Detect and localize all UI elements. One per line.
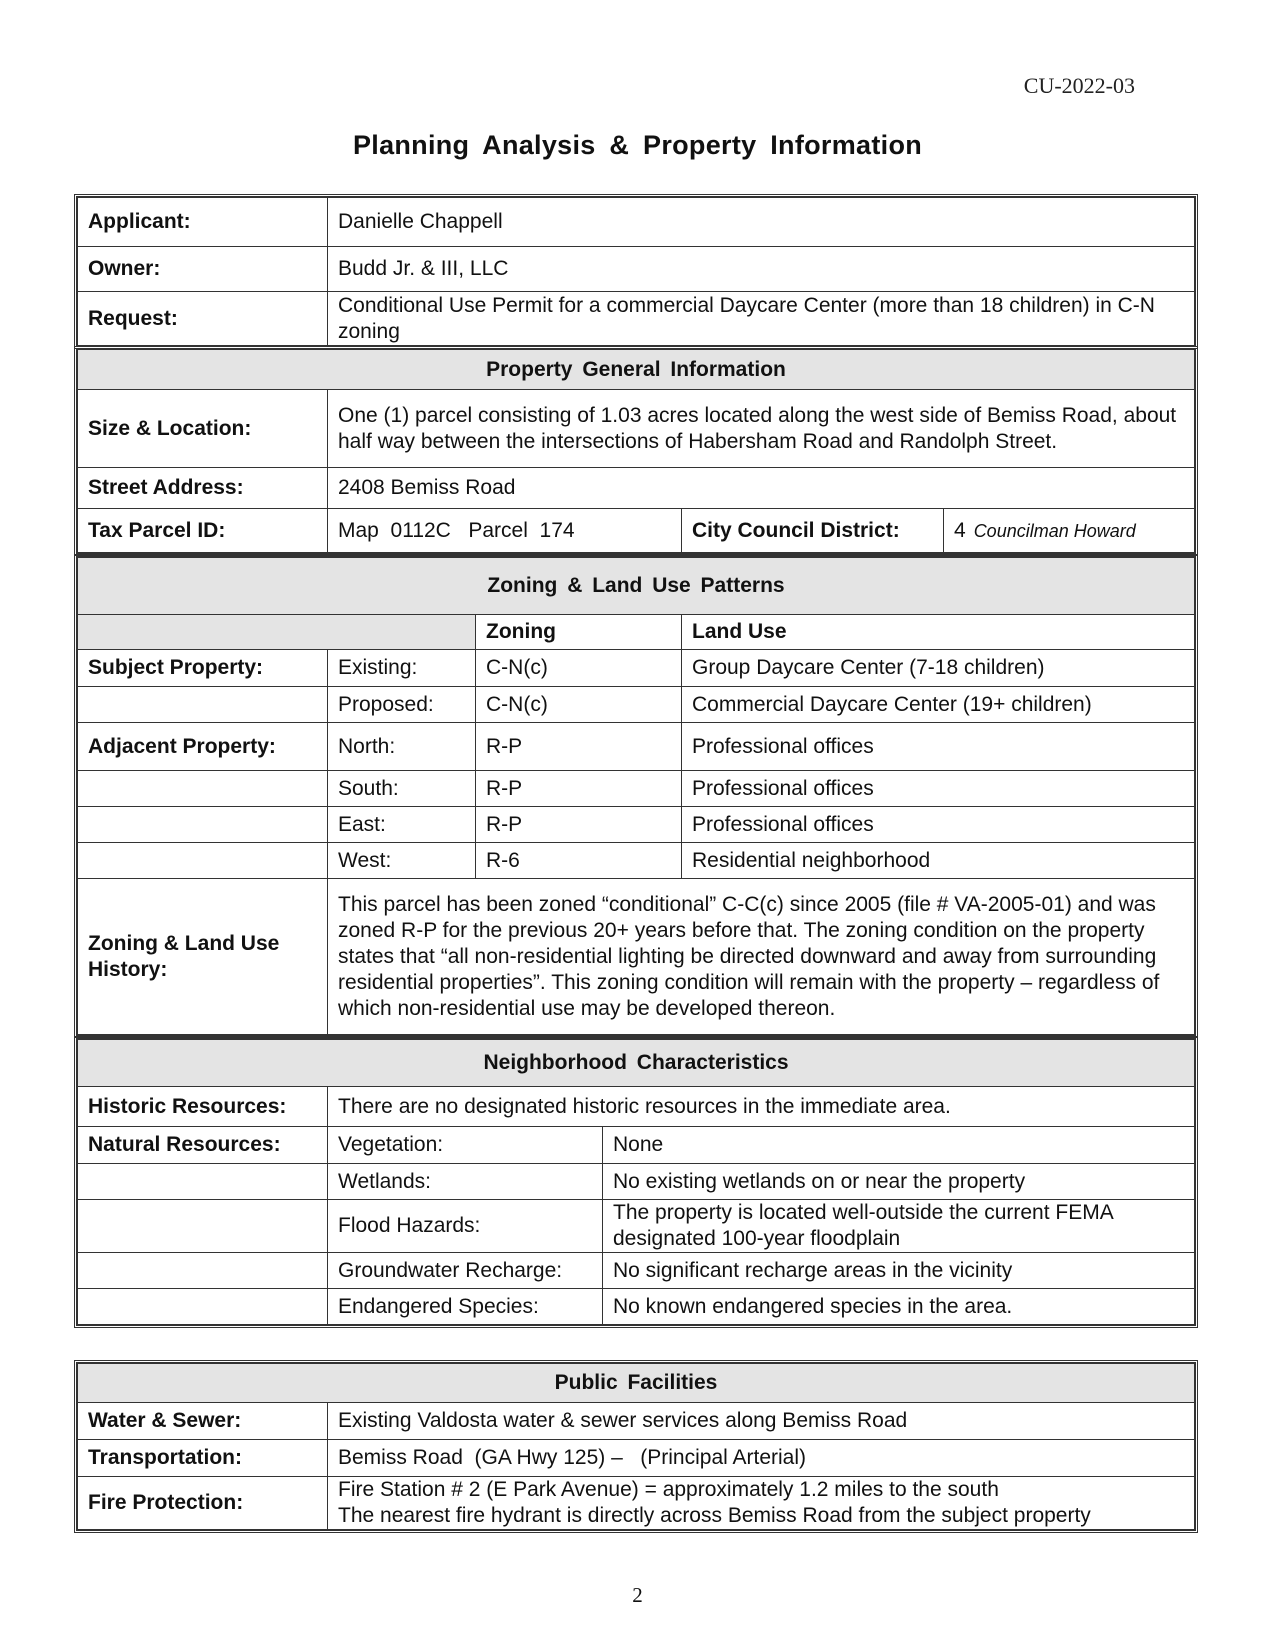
adjacent-direction: North:	[328, 723, 476, 771]
transportation-label: Transportation:	[78, 1440, 328, 1477]
adjacent-zoning: R-P	[476, 723, 682, 771]
zoning-history-row	[78, 879, 1195, 1035]
natural-item: Vegetation:	[328, 1127, 603, 1164]
adjacent-land-use: Professional offices	[682, 771, 1195, 807]
general-info-heading: Property General Information	[78, 350, 1195, 390]
street-address-row	[78, 468, 1195, 509]
adjacent-direction: West:	[328, 843, 476, 879]
natural-value: The property is located well-outside the current FEMA designated 100-year floodplain	[603, 1200, 1195, 1253]
size-location-label: Size & Location:	[78, 390, 328, 468]
transportation-value	[328, 1440, 1195, 1477]
empty-label-cell	[78, 1253, 328, 1289]
fire-hydrant-line: The nearest fire hydrant is directly across Bemiss Road from the subject property	[338, 1504, 1091, 1527]
water-sewer-row	[78, 1403, 1195, 1440]
subject-proposed-row	[78, 687, 1195, 723]
adjacent-zoning: R-P	[476, 807, 682, 843]
natural-item: Wetlands:	[328, 1164, 603, 1200]
transportation-row	[78, 1440, 1195, 1477]
empty-label-cell	[78, 1164, 328, 1200]
adjacent-south-row	[78, 771, 1195, 807]
tax-parcel-value	[328, 509, 682, 553]
adjacent-direction: East:	[328, 807, 476, 843]
page-title	[0, 130, 1275, 161]
water-sewer-label: Water & Sewer:	[78, 1403, 328, 1440]
size-location-value: One (1) parcel consisting of 1.03 acres located along the west side of Bemiss Road, about half way between the intersections of Habersham Road and Randolph Street.	[328, 390, 1195, 468]
natural-resources-row	[78, 1253, 1195, 1289]
document-number: CU-2022-03	[1023, 73, 1135, 98]
adjacent-land-use: Residential neighborhood	[682, 843, 1195, 879]
adjacent-zoning: R-P	[476, 771, 682, 807]
council-district-value	[944, 509, 1195, 553]
council-member: Councilman Howard	[973, 520, 1136, 541]
subject-direction: Proposed:	[328, 687, 476, 723]
fire-station-line: Fire Station # 2 (E Park Avenue) = approximately 1.2 miles to the south	[338, 1478, 999, 1501]
owner-label: Owner:	[78, 247, 328, 292]
adjacent-direction: South:	[328, 771, 476, 807]
natural-value: No known endangered species in the area.	[603, 1289, 1195, 1325]
applicant-section	[74, 194, 1198, 349]
subject-direction: Existing:	[328, 650, 476, 687]
subject-land-use: Commercial Daycare Center (19+ children)	[682, 687, 1195, 723]
public-facilities-heading: Public Facilities	[78, 1364, 1195, 1403]
request-label: Request:	[78, 292, 328, 346]
adjacent-land-use: Professional offices	[682, 807, 1195, 843]
empty-label-cell	[78, 1200, 328, 1253]
natural-item: Flood Hazards:	[328, 1200, 603, 1253]
transportation-text: Bemiss Road (GA Hwy 125) – (Principal Arterial)	[338, 1446, 806, 1469]
empty-label-cell	[78, 771, 328, 807]
adjacent-north-row	[78, 723, 1195, 771]
neighborhood-heading: Neighborhood Characteristics	[78, 1040, 1195, 1087]
page-title-text: Planning Analysis & Property Information	[352, 130, 923, 160]
empty-label-cell	[78, 843, 328, 879]
council-district-label: City Council District:	[682, 509, 944, 553]
natural-resources-row	[78, 1289, 1195, 1325]
request-row	[78, 292, 1195, 346]
land-use-column-header: Land Use	[682, 615, 1195, 650]
subject-zoning: C-N(c)	[476, 687, 682, 723]
applicant-label: Applicant:	[78, 198, 328, 247]
natural-resources-row	[78, 1200, 1195, 1253]
zoning-column-header-row	[78, 615, 1195, 650]
subject-property-label: Subject Property:	[78, 650, 328, 687]
subject-zoning: C-N(c)	[476, 650, 682, 687]
applicant-row	[78, 198, 1195, 247]
adjacent-east-row	[78, 807, 1195, 843]
fire-protection-row	[78, 1477, 1195, 1530]
fire-protection-label: Fire Protection:	[78, 1477, 328, 1530]
historic-resources-value: There are no designated historic resources in the immediate area.	[328, 1087, 1195, 1127]
public-facilities-section	[74, 1360, 1198, 1533]
adjacent-zoning: R-6	[476, 843, 682, 879]
tax-parcel-text: Map 0112C Parcel 174	[338, 518, 575, 542]
empty-label-cell	[78, 687, 328, 723]
zoning-column-header: Zoning	[476, 615, 682, 650]
zoning-heading: Zoning & Land Use Patterns	[78, 558, 1195, 615]
natural-value: No significant recharge areas in the vicinity	[603, 1253, 1195, 1289]
request-value: Conditional Use Permit for a commercial Daycare Center (more than 18 children) in C-N zoning	[328, 292, 1195, 346]
applicant-value: Danielle Chappell	[328, 198, 1195, 247]
neighborhood-section	[74, 1036, 1198, 1328]
fire-protection-value	[328, 1477, 1195, 1530]
subject-existing-row	[78, 650, 1195, 687]
general-info-section	[74, 346, 1198, 556]
empty-label-cell	[78, 807, 328, 843]
adjacent-land-use: Professional offices	[682, 723, 1195, 771]
zoning-history-label: Zoning & Land Use History:	[78, 879, 328, 1035]
subject-land-use: Group Daycare Center (7-18 children)	[682, 650, 1195, 687]
zoning-history-value: This parcel has been zoned “conditional” C-C(c) since 2005 (file # VA-2005-01) and was zoned R-P for the previous 20+ years before that. The zoning condition on the property states that “all non-residential lighting be directed downward and away from surrounding residential properties”. This zoning condition will remain with the property – regardless of which non-residential use may be developed thereon.	[328, 879, 1195, 1035]
natural-value: None	[603, 1127, 1195, 1164]
historic-resources-label: Historic Resources:	[78, 1087, 328, 1127]
adjacent-property-label: Adjacent Property:	[78, 723, 328, 771]
street-address-value: 2408 Bemiss Road	[328, 468, 1195, 509]
owner-row	[78, 247, 1195, 292]
tax-parcel-row	[78, 509, 1195, 553]
natural-resources-row	[78, 1127, 1195, 1164]
page-number: 2	[632, 1583, 643, 1607]
natural-resources-label: Natural Resources:	[78, 1127, 328, 1164]
natural-resources-row	[78, 1164, 1195, 1200]
council-district-number: 4	[954, 518, 966, 542]
natural-item: Groundwater Recharge:	[328, 1253, 603, 1289]
adjacent-west-row	[78, 843, 1195, 879]
zoning-header-blank	[78, 615, 476, 650]
historic-resources-row	[78, 1087, 1195, 1127]
tax-parcel-label: Tax Parcel ID:	[78, 509, 328, 553]
zoning-section	[74, 554, 1198, 1038]
natural-value: No existing wetlands on or near the property	[603, 1164, 1195, 1200]
owner-value: Budd Jr. & III, LLC	[328, 247, 1195, 292]
street-address-label: Street Address:	[78, 468, 328, 509]
water-sewer-value: Existing Valdosta water & sewer services along Bemiss Road	[328, 1403, 1195, 1440]
size-location-row	[78, 390, 1195, 468]
empty-label-cell	[78, 1289, 328, 1325]
natural-item: Endangered Species:	[328, 1289, 603, 1325]
